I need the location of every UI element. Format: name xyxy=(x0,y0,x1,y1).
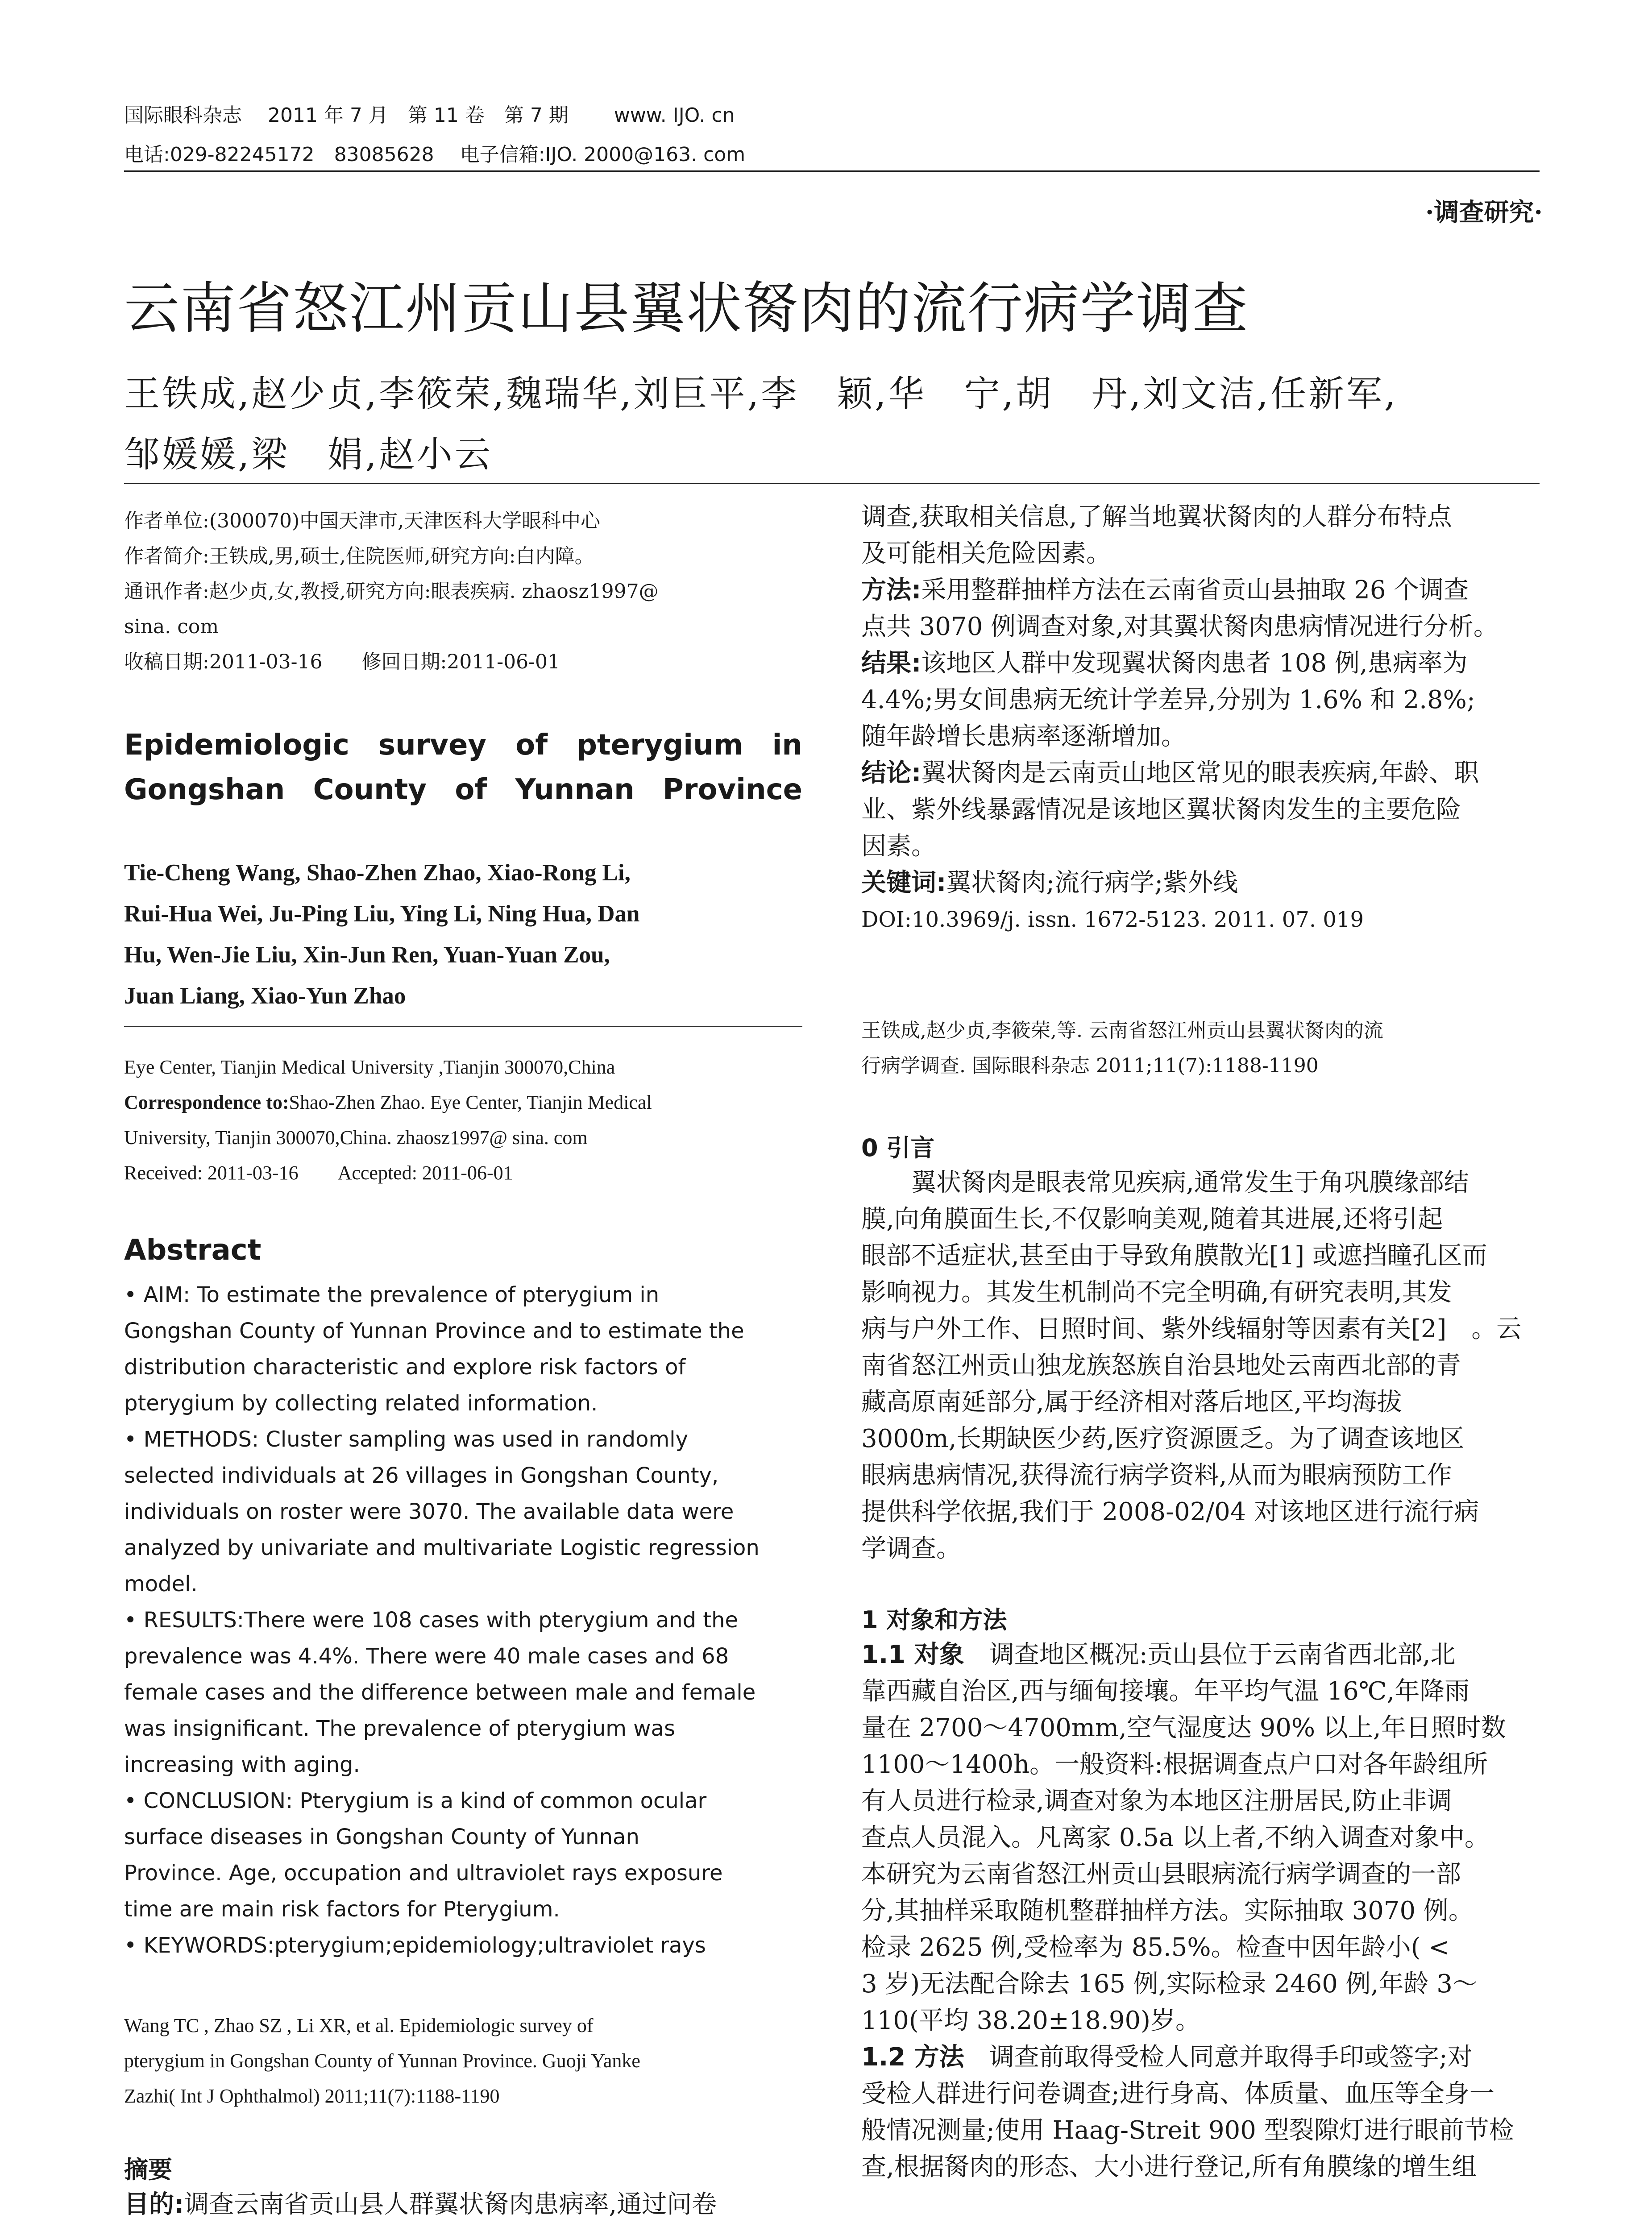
cn-line: 及可能相关危险因素。 xyxy=(861,539,1111,568)
abstract-line: distribution characteristic and explore risk factors of xyxy=(124,1355,686,1380)
english-author-line: Rui-Hua Wei, Ju-Ping Liu, Ying Li, Ning Hua, Dan xyxy=(124,901,640,927)
body-line: 影响视力。其发生机制尚不完全明确,有研究表明,其发 xyxy=(861,1278,1452,1307)
citation-line: pterygium in Gongshan County of Yunnan Province. Guoji Yanke xyxy=(124,2050,640,2072)
body-line: 膜,向角膜面生长,不仅影响美观,随着其进展,还将引起 xyxy=(861,1205,1443,1234)
info-line: 作者简介:王铁成,男,硕士,住院医师,研究方向:白内障。 xyxy=(124,545,594,568)
abstract-line: • AIM: To estimate the prevalence of pterygium in xyxy=(124,1282,660,1307)
body-line: 病与户外工作、日照时间、紫外线辐射等因素有关[2] 。云 xyxy=(861,1315,1522,1344)
body-line: 翼状胬肉是眼表常见疾病,通常发生于角巩膜缘部结 xyxy=(861,1168,1469,1197)
cn-citation xyxy=(861,1013,1540,1083)
cn-abstract-continued xyxy=(861,499,1540,938)
english-author-line: Tie-Cheng Wang, Shao-Zhen Zhao, Xiao-Rong Li, xyxy=(124,860,631,886)
abstract-line: • KEYWORDS:pterygium;epidemiology;ultraviolet rays xyxy=(124,1933,706,1958)
english-author-line: Hu, Wen-Jie Liu, Xin-Jun Ren, Yuan-Yuan Zou, xyxy=(124,942,610,968)
body-line: 110(平均 38.20±18.90)岁。 xyxy=(861,2006,1200,2035)
body-line: 量在 2700～4700mm,空气湿度达 90% 以上,年日照时数 xyxy=(861,1713,1506,1742)
aim-text: 调查云南省贡山县人群翼状胬肉患病率,通过问卷 xyxy=(184,2190,717,2219)
english-title-line: Gongshan County of Yunnan Province xyxy=(124,773,802,806)
aim-label: 目的: xyxy=(124,2190,184,2219)
cn-line: 随年龄增长患病率逐渐增加。 xyxy=(861,722,1186,751)
body-line: 受检人群进行问卷调查;进行身高、体质量、血压等全身一 xyxy=(861,2079,1494,2108)
affiliation-rule xyxy=(124,1026,802,1027)
cn-line xyxy=(861,865,1540,901)
abstract-line: • CONCLUSION: Pterygium is a kind of common ocular xyxy=(124,1788,707,1813)
body-line: 1100～1400h。一般资料:根据调查点户口对各年龄组所 xyxy=(861,1750,1488,1779)
affil-line xyxy=(124,1085,802,1120)
abstract-line: increasing with aging. xyxy=(124,1752,360,1777)
methods-label: 方法: xyxy=(861,576,921,605)
body-line: 提供科学依据,我们于 2008-02/04 对该地区进行流行病 xyxy=(861,1497,1479,1526)
section12-text: 调查前取得受检人同意并取得手印或签字;对 xyxy=(964,2043,1473,2072)
english-citation xyxy=(124,2008,802,2114)
citation-line: Zazhi( Int J Ophthalmol) 2011;11(7):1188-1190 xyxy=(124,2085,500,2107)
correspondence-label: Correspondence to: xyxy=(124,1091,289,1113)
abstract-line: prevalence was 4.4%. There were 40 male cases and 68 xyxy=(124,1644,729,1669)
methods-text: 采用整群抽样方法在云南省贡山县抽取 26 个调查 xyxy=(921,576,1469,605)
abstract-line: pterygium by collecting related information. xyxy=(124,1391,598,1416)
abstract-line: analyzed by univariate and multivariate Logistic regression xyxy=(124,1535,760,1560)
citation-line: 行病学调查. 国际眼科杂志 2011;11(7):1188-1190 xyxy=(861,1054,1319,1077)
conclusion-label: 结论: xyxy=(861,759,921,788)
section1-heading: 1 对象和方法 xyxy=(861,1606,1007,1634)
cn-line: 业、紫外线暴露情况是该地区翼状胬肉发生的主要危险 xyxy=(861,795,1461,824)
cn-line xyxy=(861,572,1540,609)
abstract-line: Gongshan County of Yunnan Province and to estimate the xyxy=(124,1319,744,1344)
abstract-line: • METHODS: Cluster sampling was used in randomly xyxy=(124,1427,689,1452)
abstract-line: Province. Age, occupation and ultraviolet rays exposure xyxy=(124,1861,723,1886)
body-line: 眼部不适症状,甚至由于导致角膜散光[1] 或遮挡瞳孔区而 xyxy=(861,1241,1487,1270)
abstract-line: model. xyxy=(124,1572,198,1597)
body-line: 般情况测量;使用 Haag-Streit 900 型裂隙灯进行眼前节检 xyxy=(861,2116,1514,2145)
cn-aim-line xyxy=(124,2186,802,2223)
body-line: 有人员进行检录,调查对象为本地区注册居民,防止非调 xyxy=(861,1787,1452,1816)
affil-line: Received: 2011-03-16 Accepted: 2011-06-01 xyxy=(124,1162,513,1184)
citation-line: 王铁成,赵少贞,李筱荣,等. 云南省怒江州贡山县翼状胬肉的流 xyxy=(861,1019,1383,1042)
journal-header-line2: 电话:029-82245172 83085628 电子信箱:IJO. 2000@163. com xyxy=(124,143,746,166)
results-text: 该地区人群中发现翼状胬肉患者 108 例,患病率为 xyxy=(921,649,1468,678)
header-rule xyxy=(124,170,1540,172)
abstract-line: selected individuals at 26 villages in Gongshan County, xyxy=(124,1463,719,1488)
cn-aim xyxy=(124,2186,802,2223)
results-label: 结果: xyxy=(861,649,921,678)
doi: DOI:10.3969/j. issn. 1672-5123. 2011. 07. 019 xyxy=(861,907,1364,932)
english-affiliation xyxy=(124,1049,802,1190)
english-authors xyxy=(124,852,802,1016)
body-line: 藏高原南延部分,属于经济相对落后地区,平均海拔 xyxy=(861,1388,1402,1417)
info-line: 作者单位:(300070)中国天津市,天津医科大学眼科中心 xyxy=(124,510,601,532)
body-line: 查点人员混入。凡离家 0.5a 以上者,不纳入调查对象中。 xyxy=(861,1823,1490,1852)
section11-text: 调查地区概况:贡山县位于云南省西北部,北 xyxy=(964,1640,1456,1669)
english-abstract xyxy=(124,1277,802,1964)
body-line: 分,其抽样采取随机整群抽样方法。实际抽取 3070 例。 xyxy=(861,1896,1474,1925)
body-line: 查,根据胬肉的形态、大小进行登记,所有角膜缘的增生组 xyxy=(861,2152,1477,2181)
english-title xyxy=(124,723,802,812)
body-line xyxy=(861,2039,1540,2076)
info-line: 收稿日期:2011-03-16 修回日期:2011-06-01 xyxy=(124,651,560,673)
section11-label: 1.1 对象 xyxy=(861,1640,964,1669)
intro-body xyxy=(861,1165,1540,1567)
section12-label: 1.2 方法 xyxy=(861,2043,964,2072)
keywords-label: 关键词: xyxy=(861,868,946,897)
affil-line: Eye Center, Tianjin Medical University ,Tianjin 300070,China xyxy=(124,1056,615,1078)
abstract-line: surface diseases in Gongshan County of Yunnan xyxy=(124,1825,639,1849)
authors-cn-line: 王铁成,赵少贞,李筱荣,魏瑞华,刘巨平,李 颖,华 宁,胡 丹,刘文洁,任新军, xyxy=(124,373,1398,415)
abstract-line: female cases and the difference between male and female xyxy=(124,1680,756,1705)
abstract-line: • RESULTS:There were 108 cases with pterygium and the xyxy=(124,1608,739,1633)
body-line: 靠西藏自治区,西与缅甸接壤。年平均气温 16℃,年降雨 xyxy=(861,1677,1470,1706)
english-title-line: Epidemiologic survey of pterygium in xyxy=(124,729,802,762)
correspondence-text: Shao-Zhen Zhao. Eye Center, Tianjin Medical xyxy=(289,1091,652,1113)
cn-line xyxy=(861,645,1540,682)
abstract-line: was insignificant. The prevalence of pterygium was xyxy=(124,1716,675,1741)
abstract-heading: Abstract xyxy=(124,1234,261,1267)
intro-heading: 0 引言 xyxy=(861,1134,935,1162)
abstract-line: individuals on roster were 3070. The available data were xyxy=(124,1499,734,1524)
body-line xyxy=(861,1637,1540,1673)
affil-line: University, Tianjin 300070,China. zhaosz1997@ sina. com xyxy=(124,1127,588,1149)
journal-header-line1: 国际眼科杂志 2011 年 7 月 第 11 卷 第 7 期 www. IJO. cn xyxy=(124,104,735,127)
cn-line: 4.4%;男女间患病无统计学差异,分别为 1.6% 和 2.8%; xyxy=(861,685,1475,714)
body-line: 3 岁)无法配合除去 165 例,实际检录 2460 例,年龄 3～ xyxy=(861,1970,1478,1999)
authors-cn xyxy=(124,364,1540,485)
authors-cn-line: 邹媛媛,梁 娟,赵小云 xyxy=(124,434,493,475)
info-line: sina. com xyxy=(124,615,219,638)
body-line: 学调查。 xyxy=(861,1534,961,1563)
cn-line: 点共 3070 例调查对象,对其翼状胬肉患病情况进行分析。 xyxy=(861,612,1498,641)
body-line: 检录 2625 例,受检率为 85.5%。检查中因年龄小( < xyxy=(861,1933,1450,1962)
body-line: 3000m,长期缺医少药,医疗资源匮乏。为了调查该地区 xyxy=(861,1424,1465,1453)
article-title: 云南省怒江州贡山县翼状胬肉的流行病学调查 xyxy=(124,277,1249,341)
cn-line xyxy=(861,755,1540,792)
body-line: 本研究为云南省怒江州贡山县眼病流行病学调查的一部 xyxy=(861,1860,1461,1889)
body-line: 眼病患病情况,获得流行病学资料,从而为眼病预防工作 xyxy=(861,1461,1452,1490)
body-line: 南省怒江州贡山独龙族怒族自治县地处云南西北部的青 xyxy=(861,1351,1461,1380)
article-category: ·调查研究· xyxy=(1425,198,1543,227)
abstract-line: time are main risk factors for Pterygium. xyxy=(124,1897,560,1922)
info-line: 通讯作者:赵少贞,女,教授,研究方向:眼表疾病. zhaosz1997@ xyxy=(124,580,659,603)
conclusion-text: 翼状胬肉是云南贡山地区常见的眼表疾病,年龄、职 xyxy=(921,759,1479,788)
citation-line: Wang TC , Zhao SZ , Li XR, et al. Epidemiologic survey of xyxy=(124,2015,594,2036)
cn-abstract-heading: 摘要 xyxy=(124,2156,172,2184)
cn-line: 因素。 xyxy=(861,832,936,861)
section11-body xyxy=(861,1637,1540,2185)
cn-line: 调查,获取相关信息,了解当地翼状胬肉的人群分布特点 xyxy=(861,502,1452,531)
english-author-line: Juan Liang, Xiao-Yun Zhao xyxy=(124,983,406,1009)
keywords-text: 翼状胬肉;流行病学;紫外线 xyxy=(946,868,1238,897)
author-info xyxy=(124,503,802,680)
